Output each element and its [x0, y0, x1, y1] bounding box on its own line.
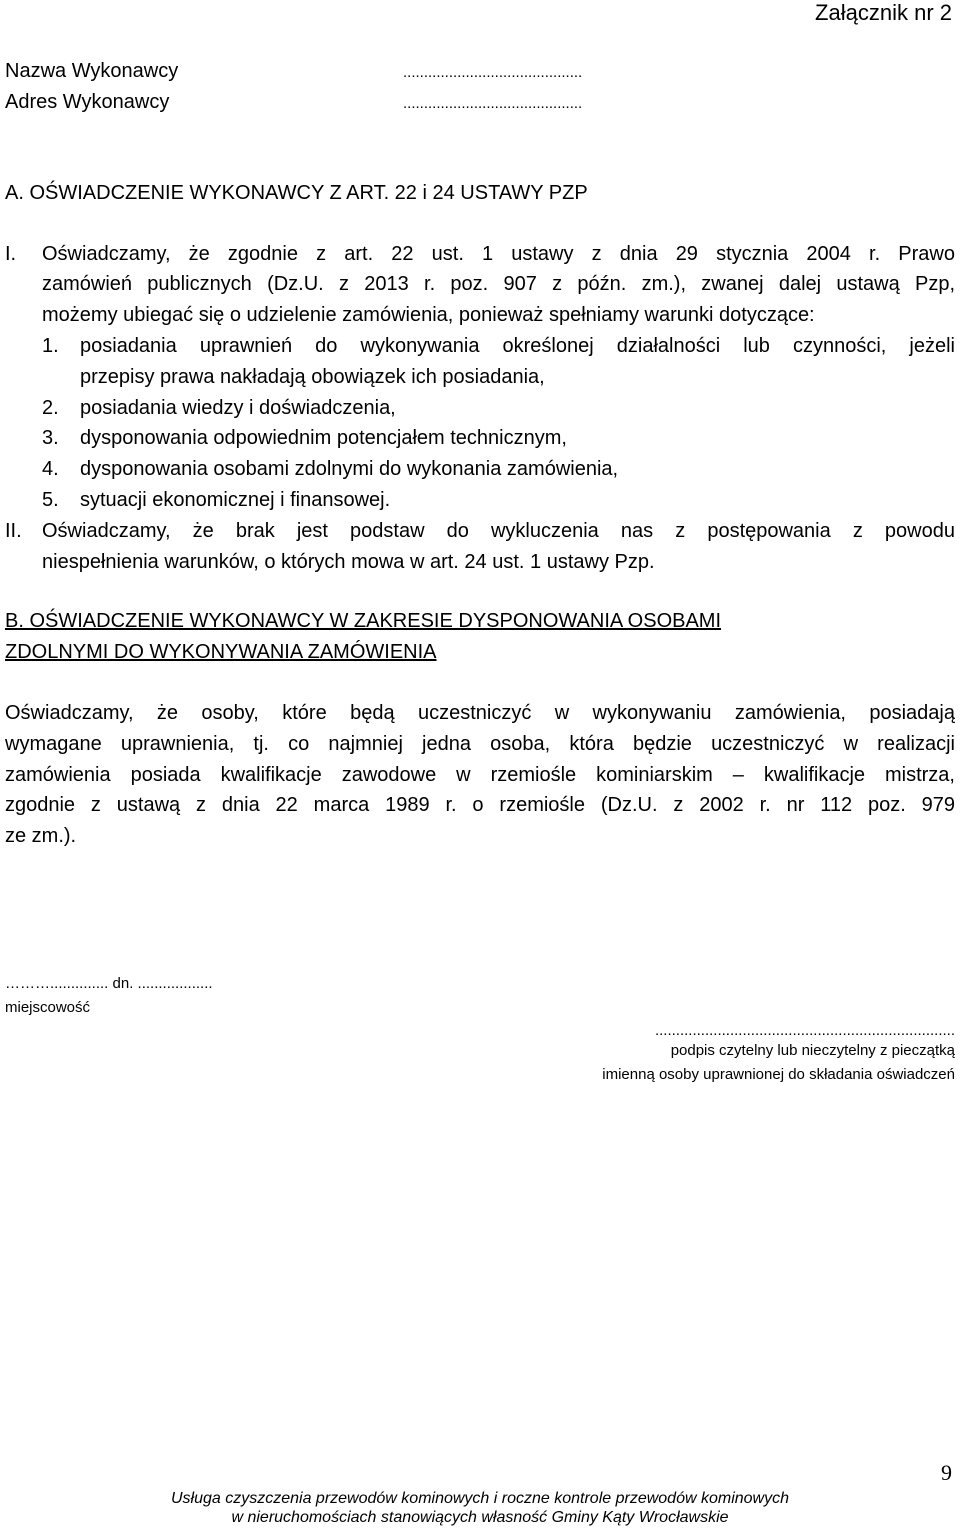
- condition-3-number: 3.: [42, 427, 59, 449]
- signature-caption-line-1: podpis czytelny lub nieczytelny z pieczątką: [670, 1042, 955, 1059]
- section-b-body-line-1: Oświadczamy, że osoby, które będą uczestniczyć w wykonywaniu zamówienia, posiadają: [5, 702, 955, 724]
- section-b-body-line-4: zgodnie z ustawą z dnia 22 marca 1989 r. o rzemiośle (Dz.U. z 2002 r. nr 112 poz. 979: [5, 794, 955, 816]
- part-1-line-1: Oświadczamy, że zgodnie z art. 22 ust. 1 ustawy z dnia 29 stycznia 2004 r. Prawo: [42, 243, 955, 265]
- section-b-body-line-2: wymagane uprawnienia, tj. co najmniej jedna osoba, która będzie uczestniczyć w realizacji: [5, 733, 955, 755]
- appendix-label: Załącznik nr 2: [815, 0, 952, 25]
- contractor-name-field[interactable]: ...........................................: [403, 64, 583, 81]
- signature-caption-line-2: imienną osoby uprawnionej do składania oświadczeń: [602, 1066, 955, 1083]
- place-date-line[interactable]: ……….............. dn. ..................: [5, 975, 213, 992]
- condition-5-number: 5.: [42, 489, 59, 511]
- section-b-body-line-5: ze zm.).: [5, 825, 77, 847]
- signature-line[interactable]: ........................................................................: [654, 1022, 955, 1039]
- contractor-address-field[interactable]: ...........................................: [403, 95, 583, 112]
- condition-4-text: dysponowania osobami zdolnymi do wykonania zamówienia,: [80, 458, 619, 480]
- condition-1-line-1: posiadania uprawnień do wykonywania określonej działalności lub czynności, jeżeli: [80, 335, 955, 357]
- place-label: miejscowość: [5, 999, 91, 1016]
- part-2-line-1: Oświadczamy, że brak jest podstaw do wykluczenia nas z postępowania z powodu: [42, 520, 955, 542]
- part-1-line-3: możemy ubiegać się o udzielenie zamówienia, ponieważ spełniamy warunki dotyczące:: [42, 304, 815, 326]
- part-2-line-2: niespełnienia warunków, o których mowa w art. 24 ust. 1 ustawy Pzp.: [42, 551, 655, 573]
- footer-line-2: w nieruchomościach stanowiących własność Gminy Kąty Wrocławskie: [231, 1509, 729, 1526]
- footer-line-1: Usługa czyszczenia przewodów kominowych i roczne kontrole przewodów kominowych: [170, 1490, 790, 1507]
- condition-2-text: posiadania wiedzy i doświadczenia,: [80, 397, 396, 419]
- contractor-name-label: Nazwa Wykonawcy: [5, 60, 179, 82]
- part-2-numeral: II.: [5, 520, 22, 542]
- condition-4-number: 4.: [42, 458, 59, 480]
- part-1-line-2: zamówień publicznych (Dz.U. z 2013 r. poz. 907 z późn. zm.), zwanej dalej ustawą Pzp,: [42, 273, 955, 295]
- condition-1-number: 1.: [42, 335, 59, 357]
- condition-5-text: sytuacji ekonomicznej i finansowej.: [80, 489, 391, 511]
- part-1-numeral: I.: [5, 243, 17, 265]
- condition-3-text: dysponowania odpowiednim potencjałem technicznym,: [80, 427, 567, 449]
- section-b-title-line-1: B. OŚWIADCZENIE WYKONAWCY W ZAKRESIE DYSPONOWANIA OSOBAMI: [5, 610, 722, 632]
- contractor-address-label: Adres Wykonawcy: [5, 91, 170, 113]
- section-a-title: A. OŚWIADCZENIE WYKONAWCY Z ART. 22 i 24 USTAWY PZP: [5, 182, 588, 204]
- section-b-body-line-3: zamówienia posiada kwalifikacje zawodowe w rzemiośle kominiarskim – kwalifikacje mistrza,: [5, 764, 955, 786]
- condition-1-line-2: przepisy prawa nakładają obowiązek ich posiadania,: [80, 366, 545, 388]
- section-b-title-line-2: ZDOLNYMI DO WYKONYWANIA ZAMÓWIENIA: [5, 641, 437, 663]
- condition-2-number: 2.: [42, 397, 59, 419]
- page-number: 9: [941, 1460, 952, 1485]
